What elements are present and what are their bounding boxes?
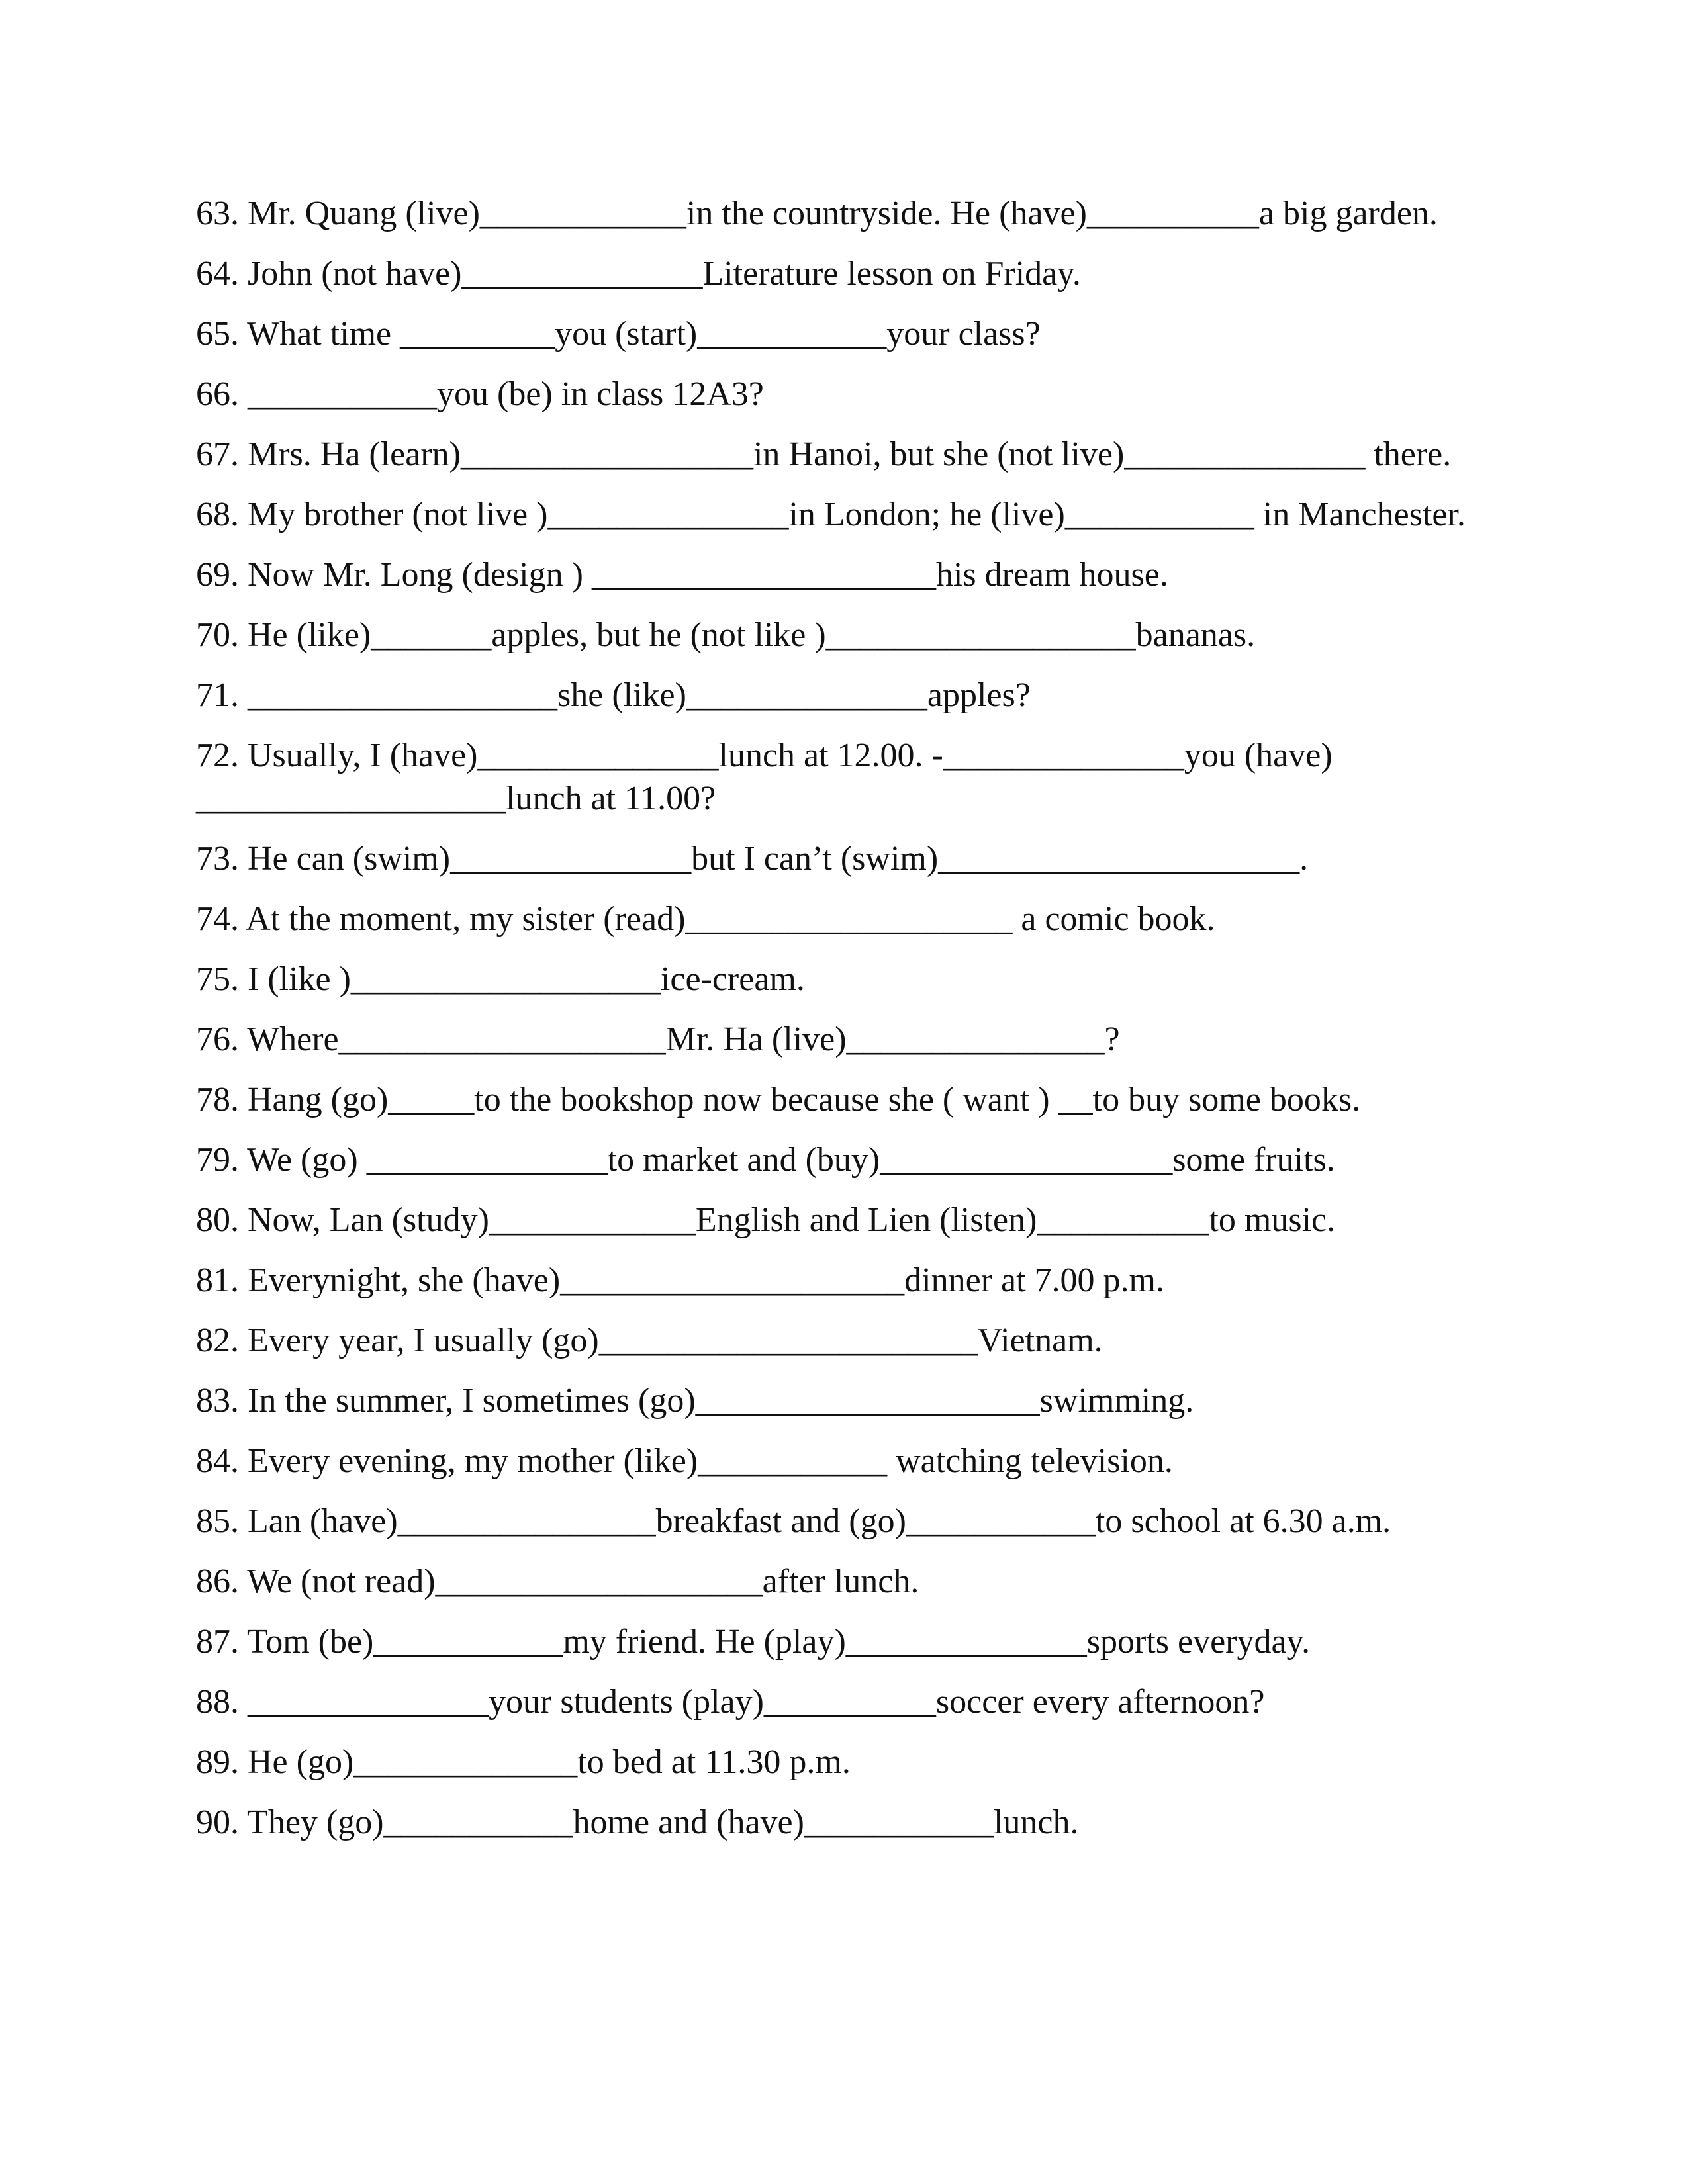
exercise-item-64: 64. John (not have)______________Literature lesson on Friday. — [196, 255, 1081, 293]
exercise-item-67: 67. Mrs. Ha (learn)_________________in Hanoi, but she (not live)______________ there. — [196, 435, 1452, 473]
exercise-item-70: 70. He (like)_______apples, but he (not like )__________________bananas. — [196, 616, 1256, 654]
exercise-item-75: 75. I (like )__________________ice-cream. — [196, 960, 805, 998]
exercise-item-79: 79. We (go) ______________to market and (buy)_________________some fruits. — [196, 1141, 1335, 1179]
exercise-item-83: 83. In the summer, I sometimes (go)____________________swimming. — [196, 1382, 1194, 1420]
exercise-item-69: 69. Now Mr. Long (design ) ____________________his dream house. — [196, 556, 1168, 594]
exercise-item-86: 86. We (not read)___________________after lunch. — [196, 1563, 919, 1600]
exercise-item-72: 72. Usually, I (have)______________lunch at 12.00. -______________you (have) __________________lunch at 11.00? — [196, 737, 1333, 817]
exercise-item-68: 68. My brother (not live )______________in London; he (live)___________ in Manchester. — [196, 496, 1466, 533]
exercise-item-90: 90. They (go)___________home and (have)___________lunch. — [196, 1803, 1079, 1841]
exercise-item-74: 74. At the moment, my sister (read)___________________ a comic book. — [196, 900, 1215, 938]
exercise-item-87: 87. Tom (be)___________my friend. He (play)______________sports everyday. — [196, 1623, 1311, 1661]
exercise-item-78: 78. Hang (go)_____to the bookshop now because she ( want ) __to buy some books. — [196, 1081, 1361, 1118]
exercise-list — [196, 192, 1626, 1861]
exercise-item-71: 71. __________________she (like)______________apples? — [196, 676, 1031, 714]
exercise-item-73: 73. He can (swim)______________but I can’t (swim)_____________________. — [196, 840, 1309, 878]
exercise-item-89: 89. He (go)_____________to bed at 11.30 p.m. — [196, 1743, 851, 1781]
exercise-item-63: 63. Mr. Quang (live)____________in the countryside. He (have)__________a big garden. — [196, 195, 1438, 232]
exercise-item-84: 84. Every evening, my mother (like)___________ watching television. — [196, 1442, 1173, 1480]
exercise-item-76: 76. Where___________________Mr. Ha (live)_______________? — [196, 1021, 1120, 1058]
exercise-item-65: 65. What time _________you (start)___________your class? — [196, 315, 1041, 353]
exercise-item-66: 66. ___________you (be) in class 12A3? — [196, 375, 764, 413]
exercise-item-85: 85. Lan (have)_______________breakfast and (go)___________to school at 6.30 a.m. — [196, 1502, 1391, 1540]
exercise-item-88: 88. ______________your students (play)__________soccer every afternoon? — [196, 1683, 1265, 1721]
exercise-item-80: 80. Now, Lan (study)____________English and Lien (listen)__________to music. — [196, 1201, 1336, 1239]
exercise-item-82: 82. Every year, I usually (go)______________________Vietnam. — [196, 1322, 1103, 1359]
exercise-item-81: 81. Everynight, she (have)____________________dinner at 7.00 p.m. — [196, 1261, 1164, 1299]
